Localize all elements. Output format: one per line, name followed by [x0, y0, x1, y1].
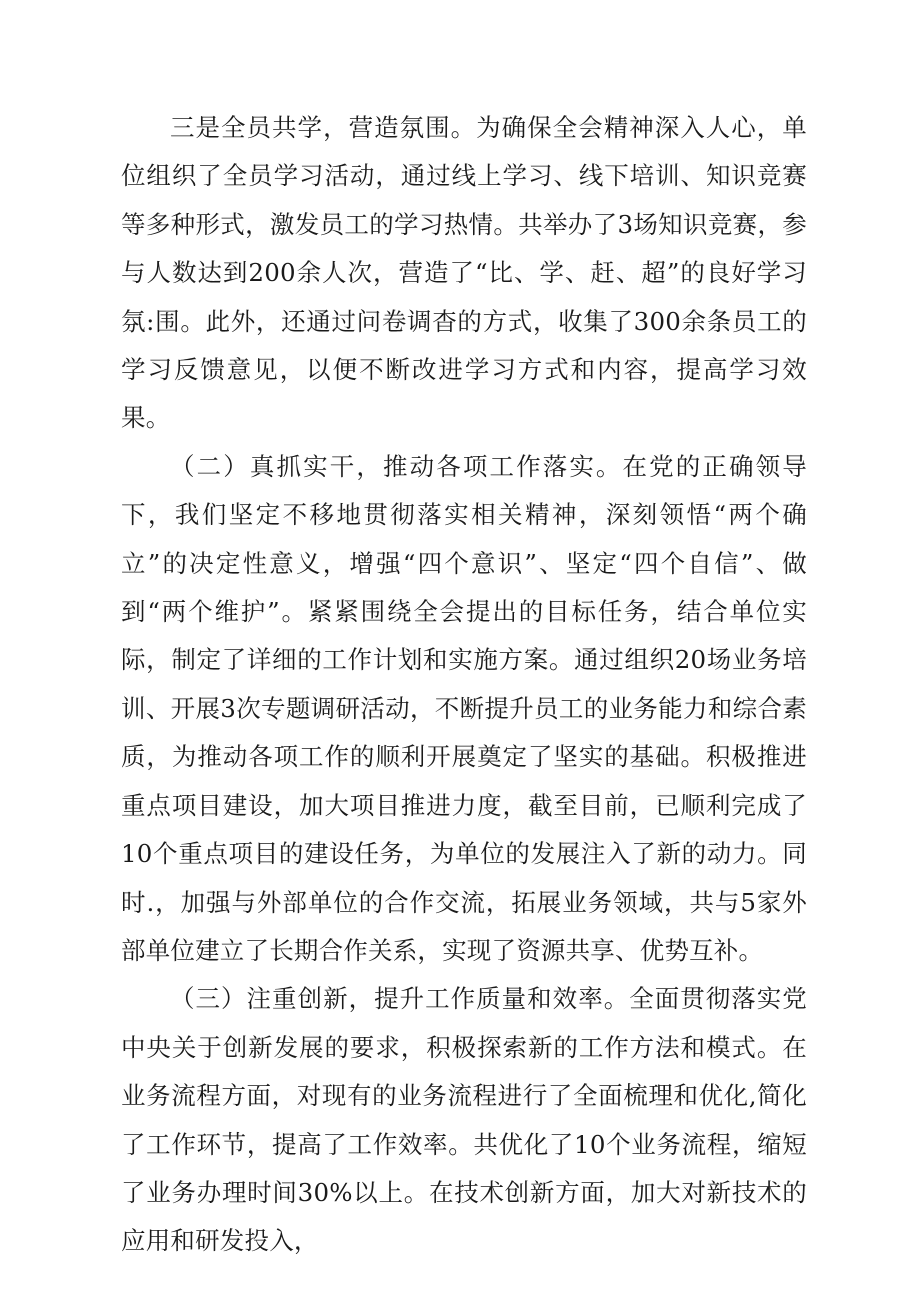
paragraph-innovation: （三）注重创新，提升工作质量和效率。全面贯彻落实党中央关于创新发展的要求，积极探索新的工作方法和模式。在业务流程方面，对现有的业务流程进行了全面梳理和优化,简化了工作环节，提高了工作效率。共优化了10个业务流程，缩短了业务办理时间30%以上。在技术创新方面，加大对新技术的应用和研发投入， [121, 984, 807, 1256]
paragraph-study: 三是全员共学，营造氛围。为确保全会精神深入人心，单位组织了全员学习活动，通过线上学习、线下培训、知识竞赛等多种形式，激发员工的学习热情。共举办了3场知识竞赛，参与人数达到200余人次，营造了“比、学、赶、超”的良好学习氛:围。此外，还通过问卷调杳的方式，收集了300余条员工的学习反馈意见，以便不断改进学习方式和内容，提高学习效果。 [121, 113, 807, 433]
document-body [121, 104, 807, 1266]
paragraph-implementation: （二）真抓实干，推动各项工作落实。在党的正确领导下，我们坚定不移地贯彻落实相关精神，深刻领悟“两个确立”的决定性意义，增强“四个意识”、坚定“四个自信”、做到“两个维护”。紧紧围绕全会提出的目标任务，结合单位实际，制定了详细的工作计划和实施方案。通过组织20场业务培训、开展3次专题调研活动，不断提升员工的业务能力和综合素质，为推动各项工作的顺利开展奠定了坚实的基础。积极推进重点项目建设，加大项目推进力度，截至目前，已顺利完成了10个重点项目的建设任务，为单位的发展注入了新的动力。同时.，加强与外部单位的合作交流，拓展业务领域，共与5家外部单位建立了长期合作关系，实现了资源共享、优势互补。 [121, 451, 807, 965]
